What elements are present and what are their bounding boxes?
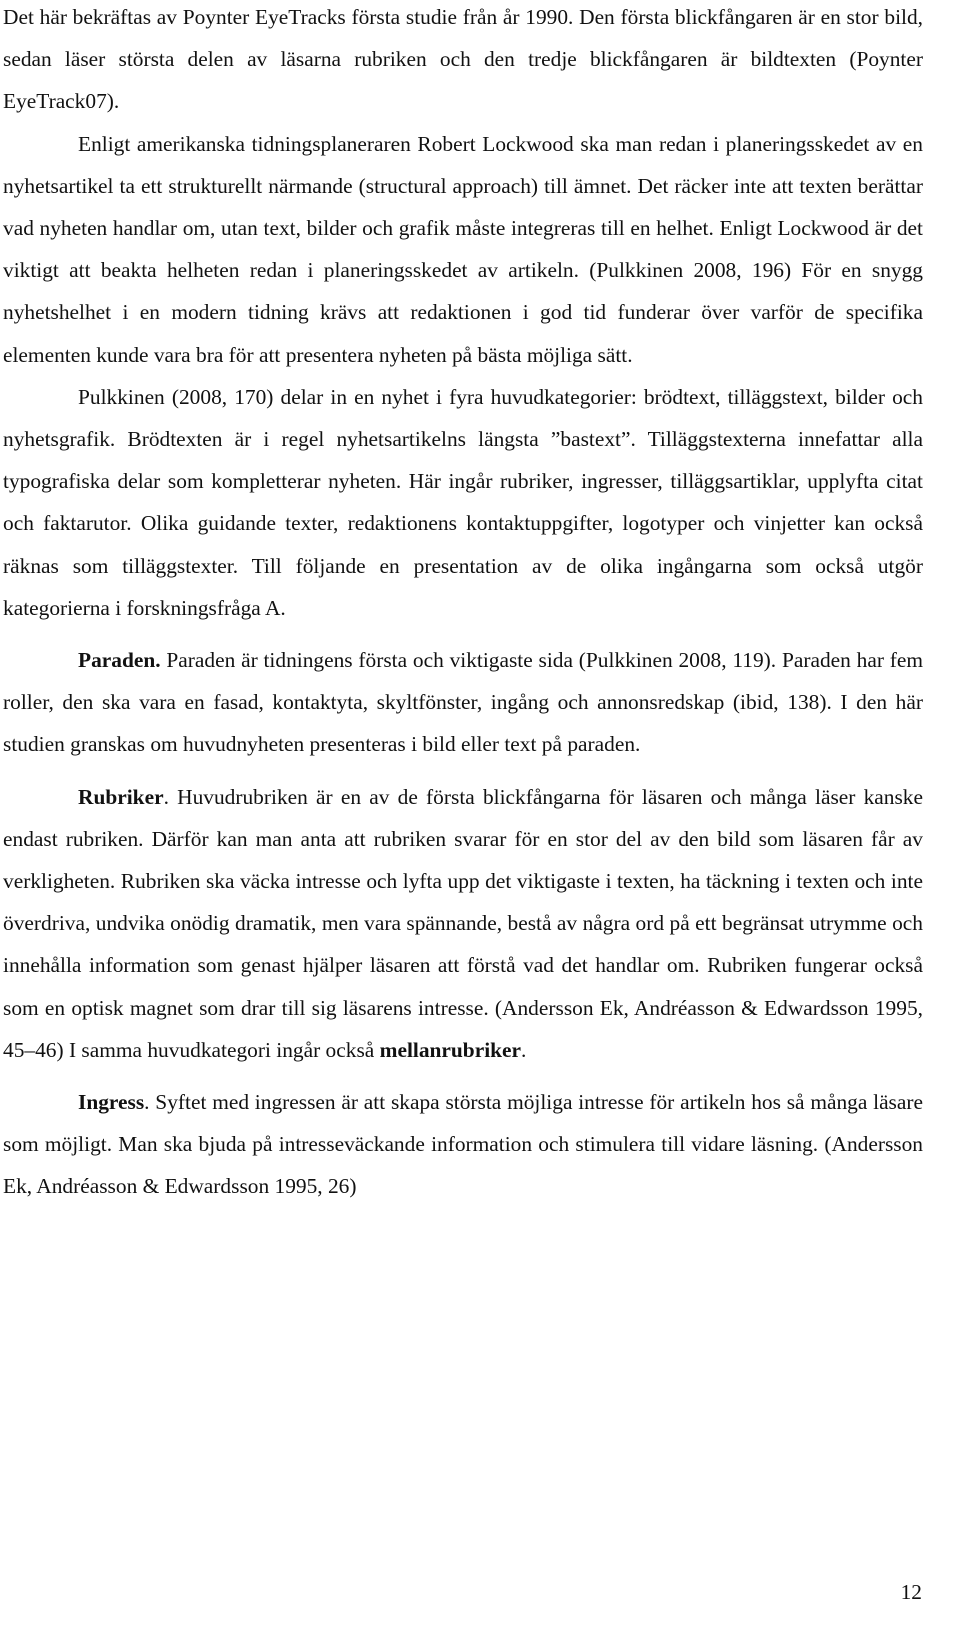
paragraph-ingress	[3, 1081, 923, 1208]
paragraph-pulkkinen-categories	[3, 376, 923, 629]
paragraph-lockwood	[3, 123, 923, 376]
paragraph-text: Det här bekräftas av Poynter EyeTracks första studie från år 1990. Den första blickfångaren är en stor bild, sedan läser största delen av läsarna rubriken och den tredje blickfångaren är bildtexten (Poynter EyeTrack07).	[3, 5, 923, 114]
section-heading-ingress: Ingress	[78, 1090, 145, 1115]
paragraph-text: . Huvudrubriken är en av de första blickfångarna för läsaren och många läser kanske endast rubriken. Därför kan man anta att rubriken svarar för en stor del av den bild som läsaren får av verkligheten. Rubriken ska väcka intresse och lyfta upp det viktigaste i texten, ha täckning i texten och inte överdriva, undvika onödig dramatik, men vara spännande, bestå av några ord på ett begränsat utrymme och innehålla information som genast hjälper läsaren att förstå vad det handlar om. Rubriken fungerar också som en optisk magnet som drar till sig läsarens intresse. (Andersson Ek, Andréasson & Edwardsson 1995, 45–46) I samma huvudkategori ingår också	[3, 784, 923, 1062]
page-number: 12	[900, 1580, 922, 1604]
paragraph-text: Enligt amerikanska tidningsplaneraren Robert Lockwood ska man redan i planeringsskedet av en nyhetsartikel ta ett strukturellt närmande (structural approach) till ämnet. Det räcker inte att texten berättar vad nyheten handlar om, utan text, bilder och grafik måste integreras till en helhet. Enligt Lockwood är det viktigt att beakta helheten redan i planeringsskedet av artikeln. (Pulkkinen 2008, 196) För en snygg nyhetshelhet i en modern tidning krävs att redaktionen i god tid funderar över varför de specifika elementen kunde vara bra för att presentera nyheten på bästa möjliga sätt.	[3, 131, 923, 367]
section-heading-rubriker: Rubriker	[78, 784, 164, 809]
paragraph-text: Paraden är tidningens första och viktigaste sida (Pulkkinen 2008, 119). Paraden har fem roller, den ska vara en fasad, kontaktyta, skyltfönster, ingång och annonsredskap (ibid, 138). I den här studien granskas om huvudnyheten presenteras i bild eller text på paraden.	[3, 648, 923, 757]
paragraph-paraden	[3, 639, 923, 766]
term-mellanrubriker: mellanrubriker	[379, 1037, 522, 1062]
paragraph-eyetrack	[3, 0, 923, 123]
paragraph-rubriker	[3, 776, 923, 1071]
paragraph-text: . Syftet med ingressen är att skapa största möjliga intresse för artikeln hos så många läsare som möjligt. Man ska bjuda på intresseväckande information och stimulera till vidare läsning. (Andersson Ek, Andréasson & Edwardsson 1995, 26)	[3, 1090, 923, 1199]
section-heading-paraden: Paraden.	[78, 648, 161, 673]
paragraph-text: Pulkkinen (2008, 170) delar in en nyhet i fyra huvudkategorier: brödtext, tilläggstext, bilder och nyhetsgrafik. Brödtexten är i regel nyhetsartikelns längsta ”bastext”. Tilläggstexterna innefattar alla typografiska delar som kompletterar nyheten. Här ingår rubriker, ingresser, tilläggsartiklar, upplyfta citat och faktarutor. Olika guidande texter, redaktionens kontaktuppgifter, logotyper och vinjetter kan också räknas som tilläggstexter. Till följande en presentation av de olika ingångarna som också utgör kategorierna i forskningsfråga A.	[3, 384, 923, 620]
paragraph-tail: .	[521, 1037, 527, 1062]
body-text	[3, 0, 923, 1208]
